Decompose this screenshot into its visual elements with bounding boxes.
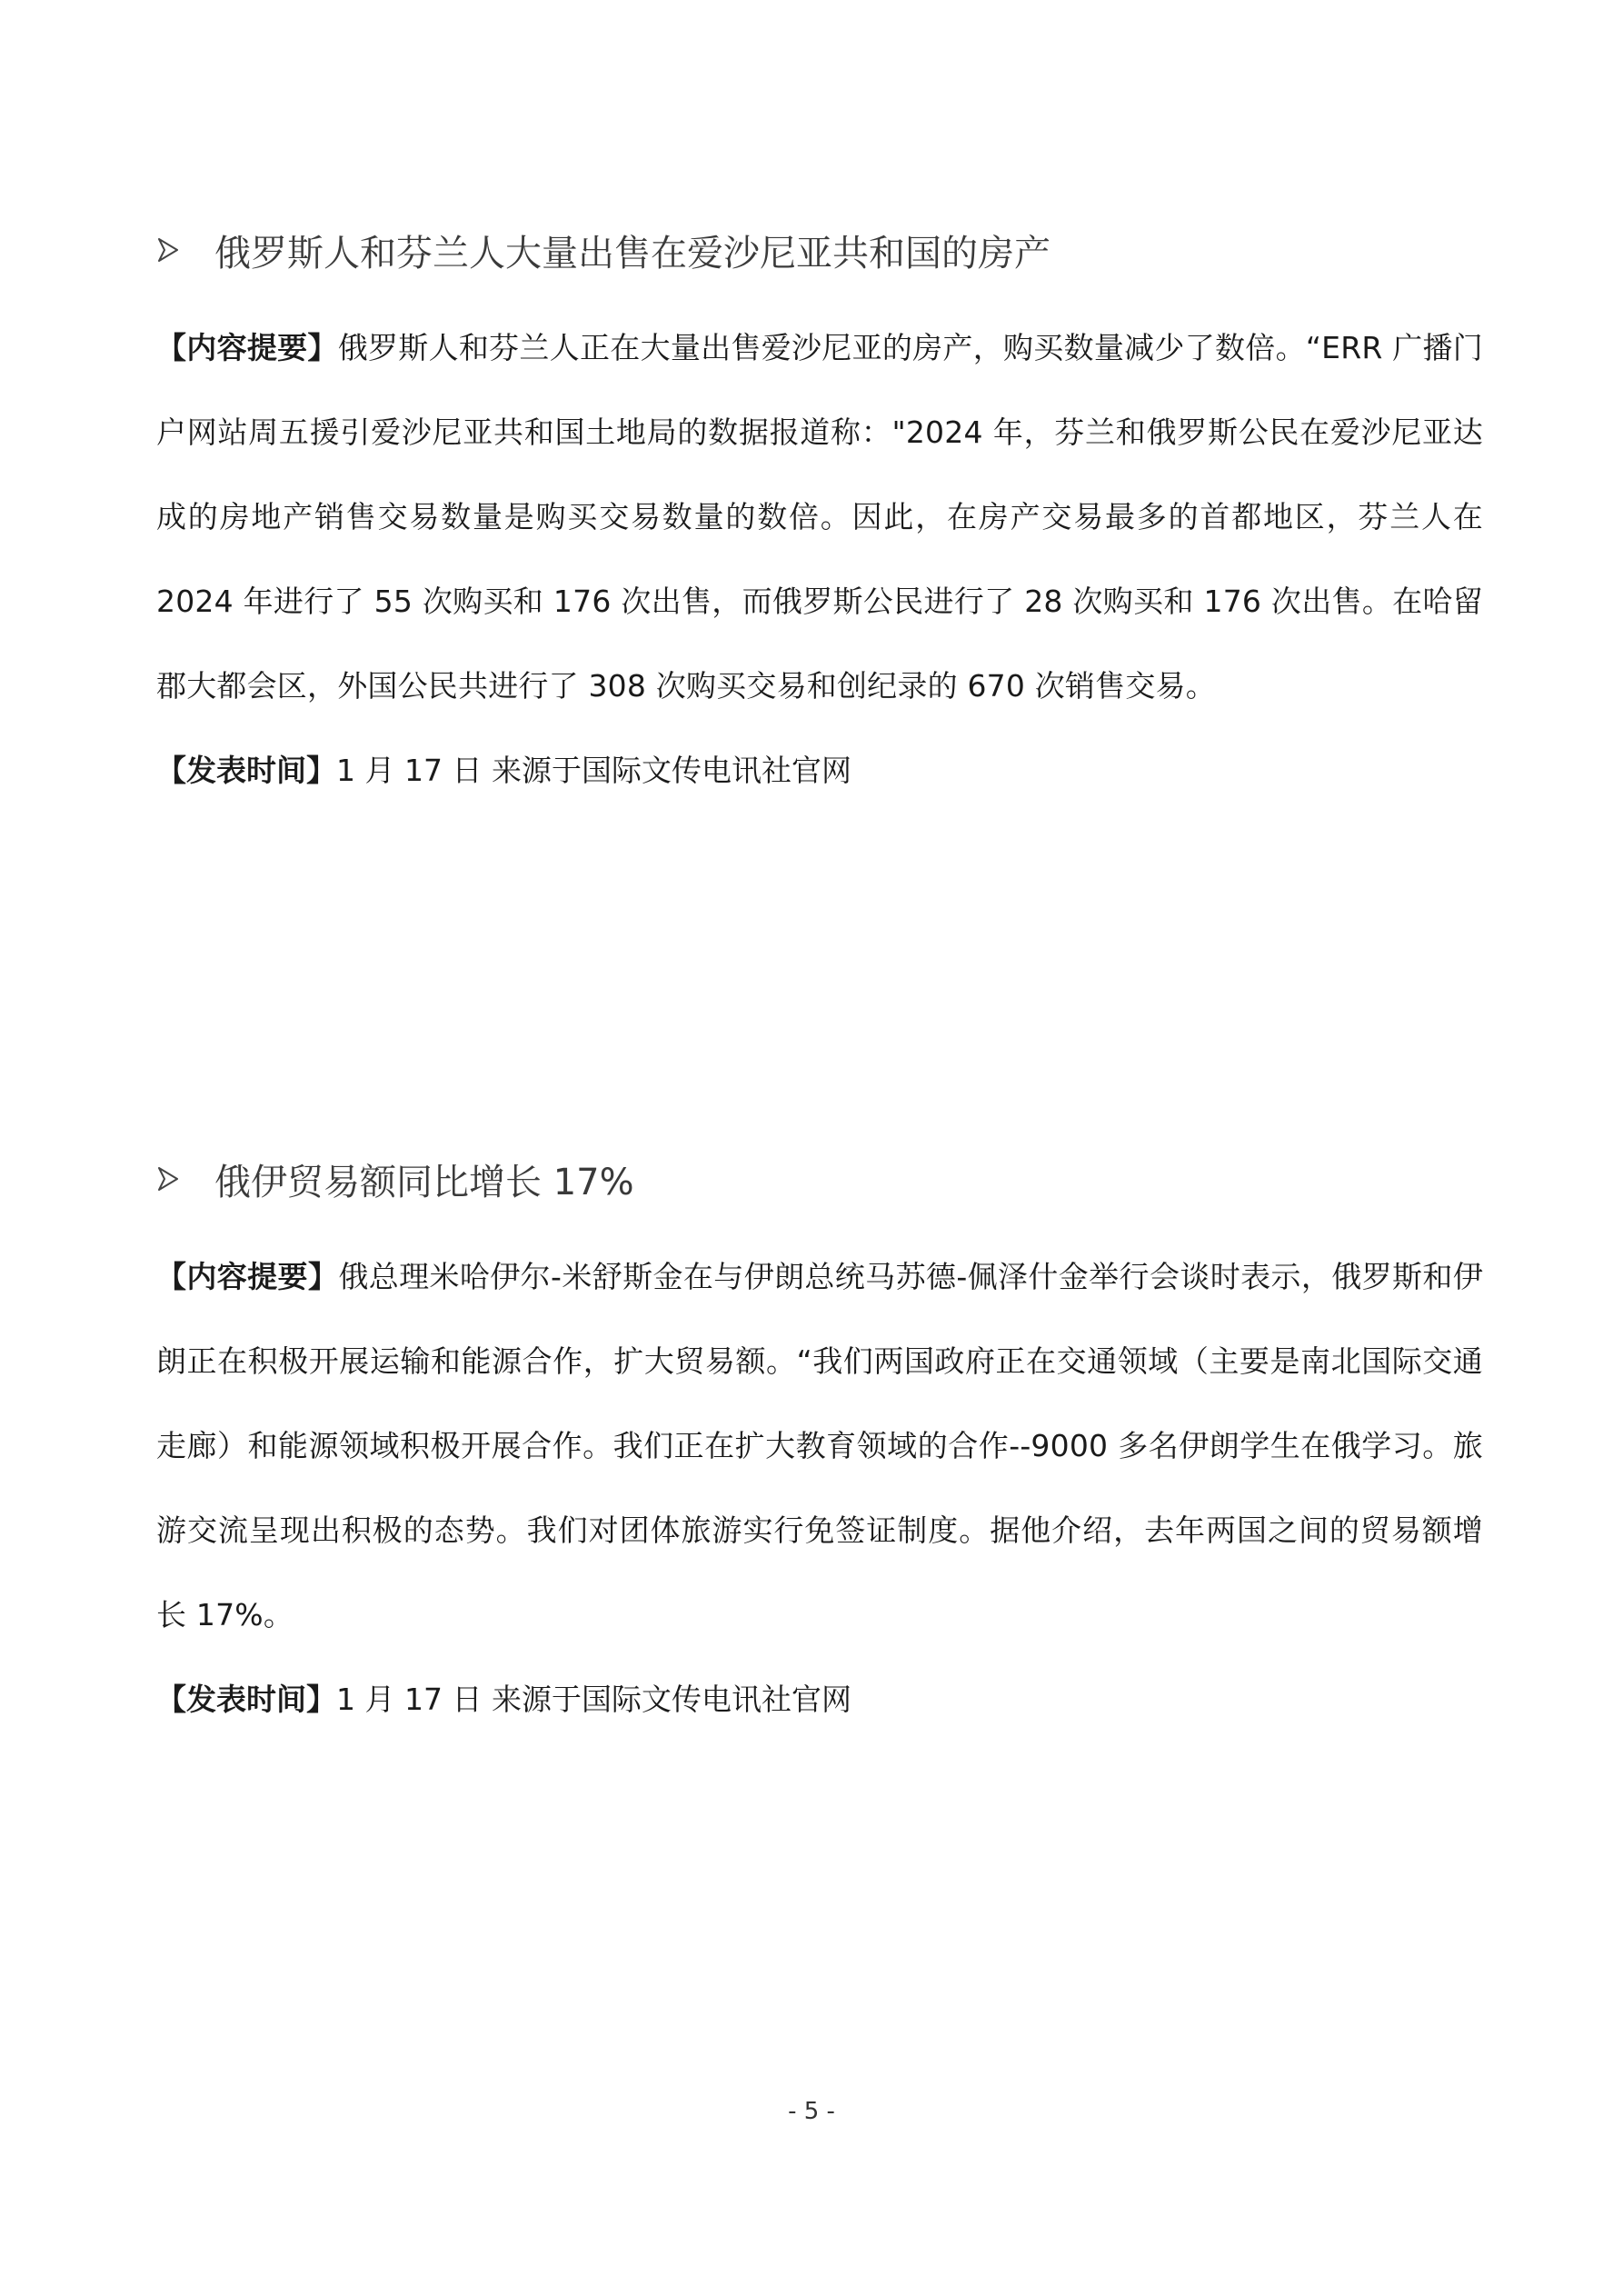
- summary-text: 俄总理米哈伊尔-米舒斯金在与伊朗总统马苏德-佩泽什金举行会谈时表示，俄罗斯和伊朗正在积极开展运输和能源合作，扩大贸易额。“我们两国政府正在交通领域（主要是南北国际交通走廊）和能源领域积极开展合作。我们正在扩大教育领域的合作--9000 多名伊朗学生在俄学习。旅游交流呈现出积极的态势。我们对团体旅游实行免签证制度。据他介绍，去年两国之间的贸易额增长 17%。: [156, 1259, 1484, 1632]
- article-headline: [156, 1147, 1483, 1211]
- news-article: [156, 218, 1483, 813]
- article-summary: [156, 1234, 1483, 1657]
- article-summary: [156, 305, 1483, 728]
- page-number: - 5 -: [788, 2098, 835, 2125]
- article-title: 俄罗斯人和芬兰人大量出售在爱沙尼亚共和国的房产: [214, 232, 1050, 275]
- news-article: [156, 1147, 1483, 1742]
- article-title: 俄伊贸易额同比增长 17%: [214, 1161, 634, 1203]
- article-headline: [156, 218, 1483, 282]
- summary-label: 【内容提要】: [156, 330, 338, 365]
- summary-text: 俄罗斯人和芬兰人正在大量出售爱沙尼亚的房产，购买数量减少了数倍。“ERR 广播门户网站周五援引爱沙尼亚共和国土地局的数据报道称："2024 年，芬兰和俄罗斯公民在爱沙尼亚达成的房地产销售交易数量是购买交易数量的数倍。因此，在房产交易最多的首都地区，芬兰人在 2024 年进行了 55 次购买和 176 次出售，而俄罗斯公民进行了 28 次购买和 176 次出售。在哈留郡大都会区，外国公民共进行了 308 次购买交易和创纪录的 670 次销售交易。: [156, 330, 1484, 704]
- published-label: 【发表时间】: [156, 1682, 336, 1717]
- article-published: [156, 728, 1483, 813]
- arrow-bullet-icon: [158, 238, 178, 262]
- published-label: 【发表时间】: [156, 753, 336, 788]
- summary-label: 【内容提要】: [156, 1259, 339, 1294]
- article-published: [156, 1657, 1483, 1742]
- arrow-bullet-icon: [158, 1167, 178, 1191]
- published-text: 1 月 17 日 来源于国际文传电讯社官网: [336, 753, 851, 788]
- published-text: 1 月 17 日 来源于国际文传电讯社官网: [336, 1682, 851, 1717]
